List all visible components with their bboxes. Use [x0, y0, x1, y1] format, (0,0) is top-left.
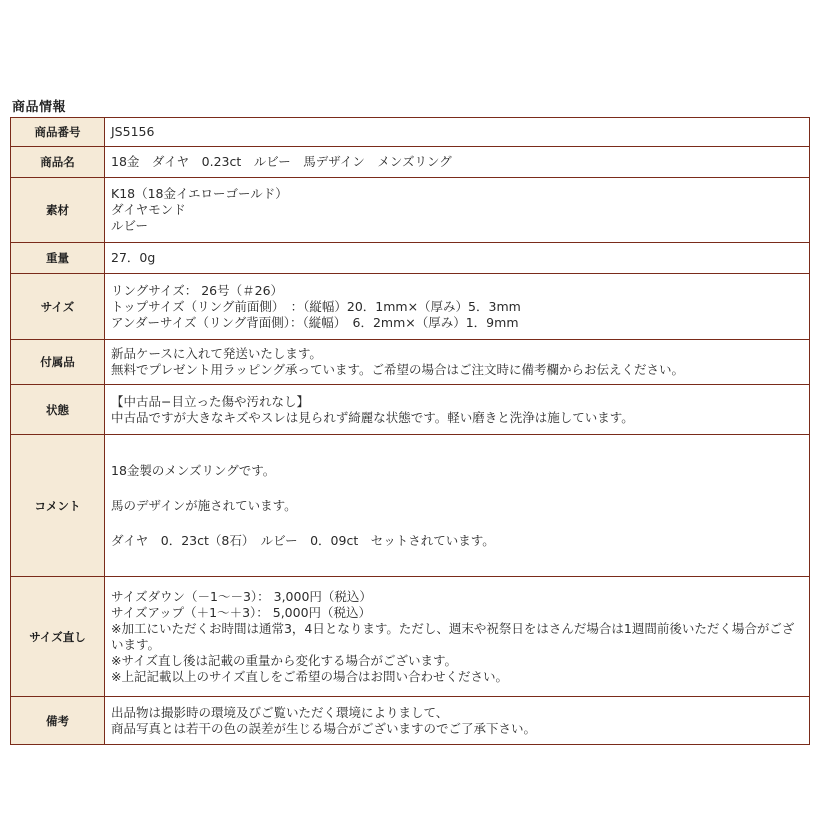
remarks-line: 商品写真とは若干の色の誤差が生じる場合がございますのでご了承下さい。	[111, 720, 537, 736]
accessories-line: 無料でプレゼント用ラッピング承っています。ご希望の場合はご注文時に備考欄からお伝えください。	[111, 362, 685, 377]
label-product-name: 商品名	[11, 147, 105, 178]
product-name-text: 18金 ダイヤ 0.23ct ルビー 馬デザイン メンズリング	[111, 154, 452, 169]
size-line: トップサイズ（リング前面側） ：（縦幅）20．1mm×（厚み）5．3mm	[111, 298, 521, 314]
comment-spacer	[111, 479, 803, 498]
product-number-text: JS5156	[111, 124, 155, 139]
value-remarks	[105, 697, 810, 745]
value-product-number	[105, 118, 810, 147]
value-product-name	[105, 147, 810, 178]
material-line: ルビー	[111, 218, 149, 233]
value-weight	[105, 243, 810, 274]
row-material	[11, 178, 810, 243]
label-weight: 重量	[11, 243, 105, 274]
value-accessories	[105, 340, 810, 385]
label-product-number: 商品番号	[11, 118, 105, 147]
label-size: サイズ	[11, 274, 105, 340]
product-info-table	[10, 117, 810, 745]
resizing-line: ※加工にいただくお時間は通常3，4日となります。ただし、週末や祝祭日をはさんだ場合は1週間前後いただく場合がございます。	[111, 620, 795, 652]
resizing-line: ※サイズ直し後は記載の重量から変化する場合がございます。	[111, 652, 457, 668]
row-size	[11, 274, 810, 340]
size-line: アンダーサイズ（リング背面側）：（縦幅） 6．2mm×（厚み）1．9mm	[111, 314, 519, 330]
material-line: ダイヤモンド	[111, 202, 186, 217]
comment-paragraph: 18金製のメンズリングです。	[111, 462, 276, 478]
resizing-line: サイズダウン（－1～－3）： 3,000円（税込）	[111, 588, 372, 604]
label-condition: 状態	[11, 385, 105, 435]
value-resizing	[105, 577, 810, 697]
resizing-line: サイズアップ（＋1～＋3）： 5,000円（税込）	[111, 604, 372, 620]
row-comment	[11, 435, 810, 577]
label-remarks: 備考	[11, 697, 105, 745]
label-accessories: 付属品	[11, 340, 105, 385]
row-condition	[11, 385, 810, 435]
comment-paragraph: 馬のデザインが施されています。	[111, 497, 297, 513]
condition-line: 【中古品−目立った傷や汚れなし】	[111, 393, 309, 409]
condition-line: 中古品ですが大きなキズやスレは見られず綺麗な状態です。軽い磨きと洗浄は施しています。	[111, 409, 634, 425]
comment-paragraph: ダイヤ 0．23ct（8石） ルビー 0．09ct セットされています。	[111, 532, 495, 548]
label-comment: コメント	[11, 435, 105, 577]
row-remarks	[11, 697, 810, 745]
label-resizing: サイズ直し	[11, 577, 105, 697]
material-line: K18（18金イエローゴールド）	[111, 186, 288, 201]
value-comment	[105, 435, 810, 577]
remarks-line: 出品物は撮影時の環境及びご覧いただく環境によりまして、	[111, 704, 449, 720]
row-weight	[11, 243, 810, 274]
section-title: 商品情報	[12, 100, 67, 115]
row-resizing	[11, 577, 810, 697]
comment-spacer	[111, 514, 803, 533]
accessories-line: 新品ケースに入れて発送いたします。	[111, 346, 322, 361]
value-size	[105, 274, 810, 340]
value-condition	[105, 385, 810, 435]
row-product-number	[11, 118, 810, 147]
row-accessories	[11, 340, 810, 385]
label-material: 素材	[11, 178, 105, 243]
row-product-name	[11, 147, 810, 178]
resizing-line: ※上記記載以上のサイズ直しをご希望の場合はお問い合わせください。	[111, 668, 508, 684]
weight-text: 27．0g	[111, 250, 156, 265]
value-material	[105, 178, 810, 243]
size-line: リングサイズ： 26号（＃26）	[111, 282, 284, 298]
